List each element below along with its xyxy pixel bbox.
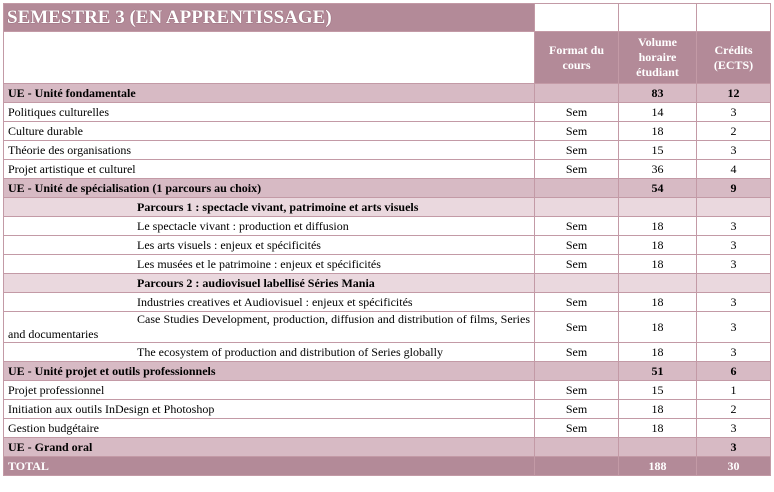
row-label: Industries creatives et Audiovisuel : enjeux et spécificités [4, 293, 535, 312]
header-volume: Volume horaire étudiant [619, 32, 697, 84]
title-blank-cell [697, 4, 771, 32]
row-format: Sem [535, 141, 619, 160]
row-volume: 18 [619, 217, 697, 236]
row-label: Projet artistique et culturel [4, 160, 535, 179]
row-credits: 3 [697, 293, 771, 312]
row-label: The ecosystem of production and distribution of Series globally [4, 343, 535, 362]
total-row [4, 457, 771, 476]
row-volume: 15 [619, 381, 697, 400]
row-format: Sem [535, 400, 619, 419]
row-volume: 83 [619, 84, 697, 103]
row-credits: 3 [697, 217, 771, 236]
row-label: Théorie des organisations [4, 141, 535, 160]
row-label: Projet professionnel [4, 381, 535, 400]
table-row [4, 160, 771, 179]
row-volume: 188 [619, 457, 697, 476]
row-credits: 4 [697, 160, 771, 179]
row-credits: 1 [697, 381, 771, 400]
row-volume: 51 [619, 362, 697, 381]
row-volume: 18 [619, 122, 697, 141]
row-label: UE - Grand oral [4, 438, 535, 457]
ue-row [4, 438, 771, 457]
row-credits: 9 [697, 179, 771, 198]
table-row [4, 255, 771, 274]
table-row [4, 381, 771, 400]
row-format: Sem [535, 103, 619, 122]
row-volume: 14 [619, 103, 697, 122]
table-row [4, 236, 771, 255]
row-volume [619, 438, 697, 457]
row-volume: 18 [619, 236, 697, 255]
row-label: Les arts visuels : enjeux et spécificités [4, 236, 535, 255]
row-format [535, 438, 619, 457]
table-row [4, 217, 771, 236]
header-blank-cell [4, 32, 535, 84]
header-credits: Crédits (ECTS) [697, 32, 771, 84]
row-credits: 3 [697, 438, 771, 457]
parcours-row [4, 198, 771, 217]
row-format: Sem [535, 419, 619, 438]
table-row [4, 400, 771, 419]
ue-row [4, 179, 771, 198]
row-volume: 18 [619, 419, 697, 438]
header-row [4, 32, 771, 84]
row-credits: 3 [697, 312, 771, 343]
row-volume [619, 274, 697, 293]
row-credits: 12 [697, 84, 771, 103]
row-format [535, 274, 619, 293]
table-row [4, 293, 771, 312]
row-credits: 3 [697, 419, 771, 438]
row-format [535, 362, 619, 381]
row-credits: 3 [697, 236, 771, 255]
row-volume: 54 [619, 179, 697, 198]
row-volume: 18 [619, 343, 697, 362]
row-credits: 3 [697, 255, 771, 274]
row-volume [619, 198, 697, 217]
row-label: Gestion budgétaire [4, 419, 535, 438]
ue-row [4, 84, 771, 103]
title-blank-cell [619, 4, 697, 32]
ue-row [4, 362, 771, 381]
table-row [4, 122, 771, 141]
semester-table [3, 3, 771, 476]
row-credits: 3 [697, 343, 771, 362]
table-row [4, 141, 771, 160]
row-label: TOTAL [4, 457, 535, 476]
row-format: Sem [535, 312, 619, 343]
row-credits: 30 [697, 457, 771, 476]
row-label: Le spectacle vivant : production et diffusion [4, 217, 535, 236]
parcours-row [4, 274, 771, 293]
table-row [4, 312, 771, 343]
row-volume: 18 [619, 255, 697, 274]
row-format: Sem [535, 236, 619, 255]
row-label: Les musées et le patrimoine : enjeux et spécificités [4, 255, 535, 274]
table-row [4, 419, 771, 438]
row-credits: 2 [697, 122, 771, 141]
row-volume: 18 [619, 400, 697, 419]
row-label: UE - Unité projet et outils professionnels [4, 362, 535, 381]
row-format: Sem [535, 343, 619, 362]
row-format: Sem [535, 160, 619, 179]
row-volume: 15 [619, 141, 697, 160]
row-format: Sem [535, 122, 619, 141]
row-format: Sem [535, 293, 619, 312]
row-volume: 18 [619, 293, 697, 312]
row-volume: 36 [619, 160, 697, 179]
row-format [535, 84, 619, 103]
row-credits [697, 274, 771, 293]
row-format: Sem [535, 381, 619, 400]
row-label: Culture durable [4, 122, 535, 141]
row-format: Sem [535, 217, 619, 236]
row-credits: 3 [697, 103, 771, 122]
row-credits: 3 [697, 141, 771, 160]
row-format: Sem [535, 255, 619, 274]
table-row [4, 343, 771, 362]
row-label: Initiation aux outils InDesign et Photoshop [4, 400, 535, 419]
row-label: Politiques culturelles [4, 103, 535, 122]
row-format [535, 179, 619, 198]
row-credits [697, 198, 771, 217]
row-volume: 18 [619, 312, 697, 343]
semester-title: SEMESTRE 3 (EN APPRENTISSAGE) [4, 4, 535, 32]
header-format: Format du cours [535, 32, 619, 84]
table-row [4, 103, 771, 122]
row-label: Case Studies Development, production, diffusion and distribution of films, Series and documentaries [4, 312, 535, 343]
row-label: Parcours 1 : spectacle vivant, patrimoine et arts visuels [4, 198, 535, 217]
title-row [4, 4, 771, 32]
row-label: UE - Unité de spécialisation (1 parcours au choix) [4, 179, 535, 198]
row-label: UE - Unité fondamentale [4, 84, 535, 103]
title-blank-cell [535, 4, 619, 32]
row-credits: 6 [697, 362, 771, 381]
row-format [535, 198, 619, 217]
row-format [535, 457, 619, 476]
row-label: Parcours 2 : audiovisuel labellisé Séries Mania [4, 274, 535, 293]
row-credits: 2 [697, 400, 771, 419]
